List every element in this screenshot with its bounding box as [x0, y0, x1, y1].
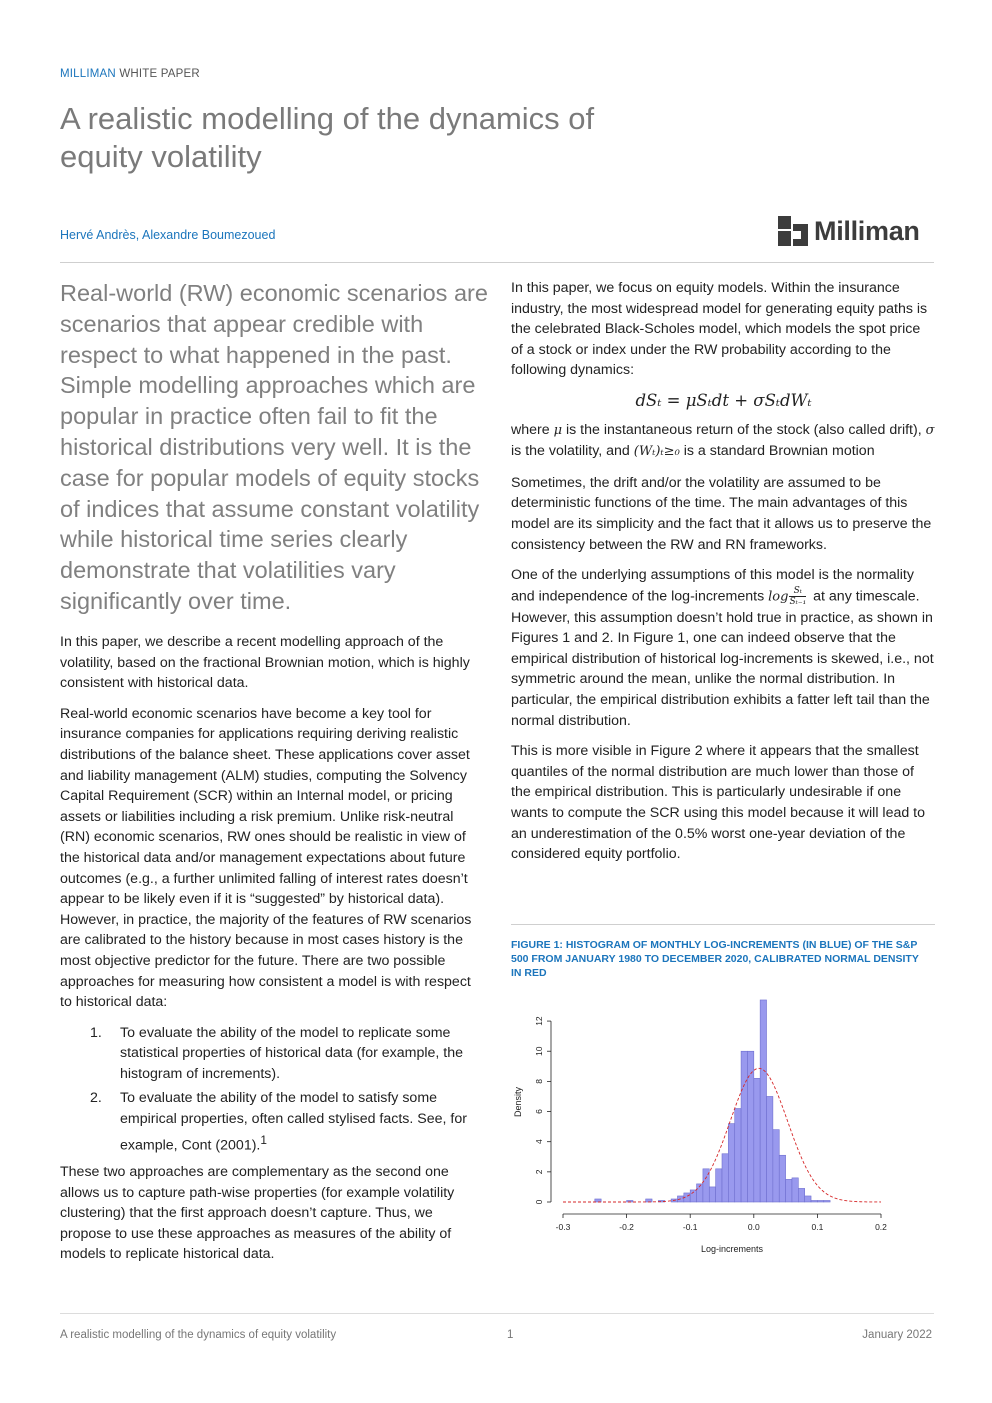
top-divider	[60, 262, 934, 263]
text-run: One of the underlying assumptions of this model is the normality and independence of the log-increments	[511, 567, 914, 604]
paragraph	[511, 420, 936, 463]
histogram-chart	[505, 990, 905, 1260]
footer-title: A realistic modelling of the dynamics of equity volatility	[60, 1329, 337, 1341]
y-tick-label: 8	[534, 1079, 544, 1084]
footnote-marker[interactable]: 1	[260, 1132, 267, 1147]
lead-paragraph: Real-world (RW) economic scenarios are scenarios that appear credible with respect to what happened in the past. Simple modelling approaches which are popular in practice often fail to fit the historical distributions very well. It is the case for popular models of equity stocks of indices that assume constant volatility while historical time series clearly demonstrate that volatilities vary significantly over time.	[60, 280, 488, 614]
figure-divider	[511, 924, 935, 925]
histogram-bar	[754, 1078, 760, 1202]
histogram-bar	[709, 1187, 715, 1202]
fraction-denominator: Sₜ₋₁	[789, 596, 807, 607]
histogram-bar	[595, 1199, 601, 1202]
math-log: log	[768, 588, 789, 604]
histogram-bar	[767, 1096, 773, 1202]
series-label	[60, 68, 200, 80]
figure-caption: FIGURE 1: HISTOGRAM OF MONTHLY LOG-INCREMENTS (IN BLUE) OF THE S&P 500 FROM JANUARY 1980 TO DECEMBER 2020, CALIBRATED NORMAL DENSITY IN RED	[511, 939, 919, 979]
x-tick-label: -0.2	[619, 1222, 634, 1232]
math-mu: μ	[553, 422, 563, 438]
list-item-text: To evaluate the ability of the model to replicate some statistical properties of historical data (for example, the histogram of increments).	[120, 1024, 464, 1082]
left-column	[60, 632, 485, 1275]
paragraph: Sometimes, the drift and/or the volatility are assumed to be deterministic functions of the time. The main advantages of this model are its simplicity and the fact that it allows us to preserve the consistency between the RW and RN frameworks.	[511, 474, 932, 553]
math-sigma: σ	[925, 422, 935, 438]
text-run: at any timescale. However, this assumption doesn’t hold true in practice, as shown in Figures 1 and 2. In Figure 1, one can indeed observe that the empirical distribution of historical log-increments is skewed, i.e., not symmetric around the mean, unlike the normal distribution. In particular, the empirical distribution exhibits a fatter left tail than the normal distribution.	[511, 587, 934, 729]
histogram-bar	[805, 1196, 811, 1202]
histogram-bar	[811, 1200, 817, 1202]
paragraph: These two approaches are complementary as the second one allows us to capture path-wise properties (for example volatility clustering) that the first approach doesn’t capture. Thus, we propose to use these approaches as measures of the ability of models to replicate historical data.	[60, 1163, 455, 1263]
bars-layer	[595, 1000, 830, 1202]
y-tick-label: 6	[534, 1109, 544, 1114]
text-run: is the volatility, and	[511, 443, 634, 460]
y-tick-label: 0	[534, 1199, 544, 1205]
x-axis-label: Log-increments	[700, 1244, 764, 1254]
list-item	[60, 1088, 485, 1156]
math-fraction	[789, 586, 806, 607]
milliman-logo	[778, 214, 934, 248]
histogram-bar	[817, 1200, 823, 1202]
histogram-bar	[773, 1130, 779, 1202]
text-run: is a standard Brownian motion	[679, 443, 875, 460]
y-axis-label: Density	[513, 1086, 523, 1118]
x-tick-label: -0.1	[682, 1222, 698, 1232]
paragraph: In this paper, we describe a recent modelling approach of the volatility, based on the fractional Brownian motion, which is highly consistent with historical data.	[60, 634, 470, 692]
histogram-bar	[722, 1154, 728, 1202]
histogram-bar	[824, 1200, 830, 1202]
histogram-bar	[798, 1188, 804, 1202]
histogram-bar	[760, 1000, 766, 1202]
paragraph: In this paper, we focus on equity models. Within the insurance industry, the most widespread model for generating equity paths is the celebrated Black-Scholes model, which models the spot price of a stock or index under the RW probability according to the following dynamics:	[511, 280, 928, 379]
histogram-bar	[792, 1178, 798, 1202]
x-tick-label: 0.0	[747, 1222, 760, 1232]
paragraph: Real-world economic scenarios have become a key tool for insurance companies for applications requiring deriving realistic distributions of the balance sheet. These applications cover asset and liability management (ALM) studies, computing the Solvency Capital Requirement (SCR) within an Internal model, or pricing assets or liabilities including a risk premium. Unlike risk-neutral (RN) economic scenarios, RW ones should be realistic in view of the historical data and/or management expectations about future outcomes (e.g., a further unlimited falling of interest rates doesn’t appear to be likely even if it is “suggested” by historical data). However, in practice, the majority of the features of RW scenarios are calibrated to the history because in most cases history is the most objective predictor for the future. There are two possible approaches for measuring how consistent a model is with respect to historical data:	[60, 705, 472, 1011]
fraction-numerator: Sₜ	[793, 585, 803, 596]
histogram-bar	[735, 1109, 741, 1202]
list-number: 2.	[90, 1090, 102, 1107]
x-tick-label: 0.1	[811, 1222, 824, 1232]
math-brownian: (Wₜ)ₜ≥₀	[633, 444, 680, 460]
page-title: A realistic modelling of the dynamics of equity volatility	[60, 101, 595, 174]
histogram-bar	[716, 1169, 722, 1202]
authors: Hervé Andrès, Alexandre Boumezoued	[60, 228, 276, 242]
black-scholes-equation: dSₜ = μSₜdt + σSₜdWₜ	[635, 390, 812, 410]
logo-text: Milliman	[814, 215, 920, 246]
x-tick-label: 0.2	[875, 1222, 887, 1232]
y-tick-label: 2	[534, 1169, 544, 1175]
right-column	[511, 278, 936, 875]
brand-accent: MILLIMAN	[60, 68, 116, 80]
y-tick-label: 12	[534, 1016, 544, 1026]
list-item	[60, 1023, 485, 1085]
text-run: is the instantaneous return of the stock (also called drift),	[562, 421, 926, 438]
text-run: where	[511, 421, 554, 438]
footer-date: January 2022	[862, 1329, 932, 1341]
histogram-bar	[779, 1155, 785, 1202]
numbered-list	[60, 1023, 485, 1156]
y-tick-label: 4	[534, 1139, 544, 1145]
page-number: 1	[507, 1329, 514, 1341]
brand-rest: WHITE PAPER	[119, 68, 200, 80]
histogram-bar	[741, 1051, 747, 1202]
list-item-text: To evaluate the ability of the model to satisfy some empirical properties, often called stylised facts. See, for example, Cont (2001).	[120, 1090, 467, 1154]
x-tick-label: -0.3	[555, 1222, 571, 1232]
milliman-logo-icon	[778, 216, 808, 246]
histogram-bar	[728, 1124, 734, 1202]
list-number: 1.	[90, 1024, 102, 1041]
footer-divider	[60, 1313, 934, 1314]
paragraph	[511, 565, 936, 731]
paragraph: This is more visible in Figure 2 where it appears that the smallest quantiles of the normal distribution are much lower than those of the empirical distribution. This is particularly undesirable if one wants to compute the SCR using this model because it will lead to an underestimation of the 0.5% worst one-year deviation of the considered equity portfolio.	[511, 743, 926, 863]
histogram-bar	[786, 1179, 792, 1202]
y-tick-label: 10	[534, 1046, 544, 1056]
histogram-bar	[747, 1051, 753, 1202]
